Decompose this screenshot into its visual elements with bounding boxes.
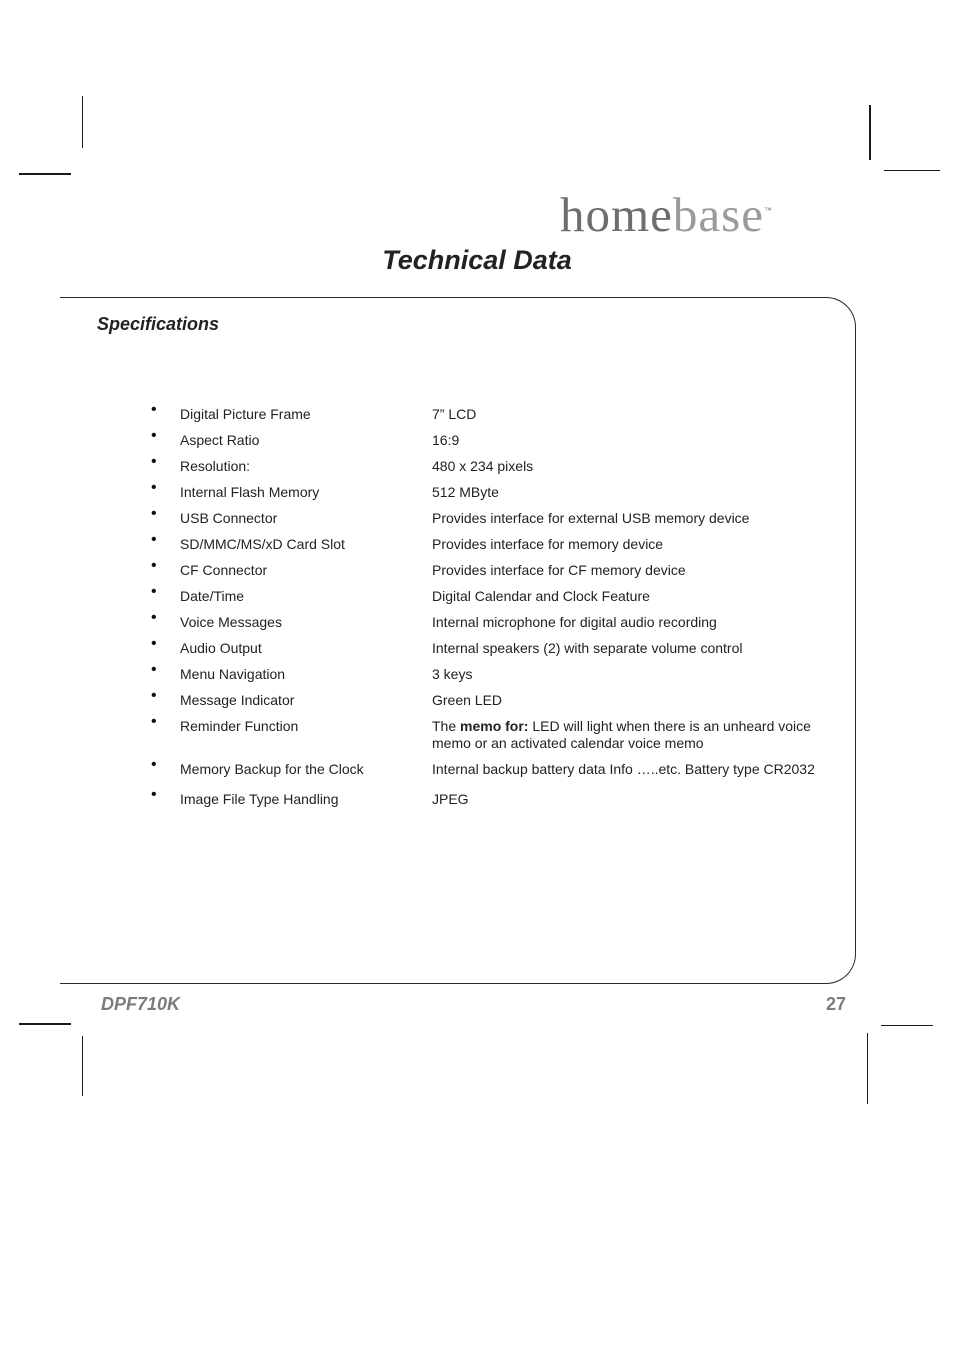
bullet-icon: • (151, 786, 157, 803)
spec-value: JPEG (432, 791, 469, 807)
spec-label: Image File Type Handling (180, 791, 339, 807)
footer-page-number: 27 (825, 994, 846, 1014)
bullet-icon: • (151, 713, 157, 730)
bullet-icon: • (151, 756, 157, 773)
crop-mark-top-left-horizontal (19, 173, 71, 175)
spec-row (0, 687, 954, 709)
spec-label: Message Indicator (180, 692, 295, 708)
spec-label: CF Connector (180, 562, 268, 578)
spec-value: 16:9 (432, 432, 460, 448)
spec-value: Green LED (432, 692, 503, 708)
crop-mark-top-left-vertical (82, 96, 83, 148)
spec-row (0, 505, 954, 527)
bullet-icon: • (151, 661, 157, 678)
spec-row (0, 479, 954, 501)
spec-label: Resolution: (180, 458, 251, 474)
spec-value: Provides interface for external USB memory device (432, 510, 750, 526)
spec-row (0, 786, 954, 808)
spec-label: Voice Messages (180, 614, 282, 630)
crop-mark-top-right-vertical (869, 105, 871, 160)
footer-model-number: DPF710K (101, 994, 181, 1014)
crop-mark-bottom-right-vertical (867, 1033, 868, 1104)
spec-label: Date/Time (180, 588, 245, 604)
spec-label: Internal Flash Memory (180, 484, 320, 500)
spec-value: 512 MByte (432, 484, 499, 500)
crop-mark-bottom-right-horizontal (881, 1025, 933, 1026)
spec-label: Reminder Function (180, 718, 299, 734)
spec-list (0, 401, 954, 815)
bullet-icon: • (151, 453, 157, 470)
spec-value: Provides interface for CF memory device (432, 562, 686, 578)
crop-mark-top-right-horizontal (884, 170, 940, 171)
spec-label: USB Connector (180, 510, 278, 526)
spec-row (0, 401, 954, 423)
spec-row (0, 531, 954, 553)
crop-mark-bottom-left-vertical (82, 1036, 83, 1096)
spec-value: 7” LCD (432, 406, 477, 422)
section-title: Specifications (97, 314, 220, 334)
spec-value: Internal speakers (2) with separate volume control (432, 640, 743, 656)
bullet-icon: • (151, 427, 157, 444)
page-title: Technical Data (382, 245, 572, 275)
spec-value: Provides interface for memory device (432, 536, 664, 552)
spec-value-suffix: LED will light when there is an unheard voice memo or an activated calendar voice memo (432, 718, 811, 751)
spec-value-prefix: The (432, 718, 461, 734)
logo-part-base: base (672, 187, 764, 242)
spec-value (432, 716, 832, 752)
spec-row (0, 713, 954, 752)
homebase-logo (560, 186, 860, 243)
spec-label: Aspect Ratio (180, 432, 260, 448)
bullet-icon: • (151, 687, 157, 704)
spec-row (0, 583, 954, 605)
spec-row (0, 661, 954, 683)
bullet-icon: • (151, 401, 157, 418)
bullet-icon: • (151, 583, 157, 600)
spec-row (0, 635, 954, 657)
bullet-icon: • (151, 557, 157, 574)
bullet-icon: • (151, 609, 157, 626)
spec-label: Digital Picture Frame (180, 406, 311, 422)
spec-row (0, 609, 954, 631)
spec-row (0, 756, 954, 778)
spec-row (0, 427, 954, 449)
spec-label: Audio Output (180, 640, 262, 656)
spec-row (0, 557, 954, 579)
crop-mark-bottom-left-horizontal (19, 1023, 71, 1025)
trademark-symbol: ™ (763, 206, 773, 215)
spec-value: Digital Calendar and Clock Feature (432, 588, 650, 604)
spec-label: SD/MMC/MS/xD Card Slot (180, 536, 345, 552)
spec-label: Menu Navigation (180, 666, 286, 682)
spec-value: 3 keys (432, 666, 473, 682)
spec-value: Internal backup battery data Info …..etc. Battery type CR2032 (432, 761, 815, 777)
spec-value: 480 x 234 pixels (432, 458, 534, 474)
spec-row (0, 453, 954, 475)
spec-value: Internal microphone for digital audio recording (432, 614, 717, 630)
spec-label: Memory Backup for the Clock (180, 761, 364, 777)
bullet-icon: • (151, 635, 157, 652)
spec-value-bold: memo for: (460, 718, 529, 734)
logo-part-home: home (560, 187, 673, 242)
bullet-icon: • (151, 479, 157, 496)
bullet-icon: • (151, 531, 157, 548)
bullet-icon: • (151, 505, 157, 522)
